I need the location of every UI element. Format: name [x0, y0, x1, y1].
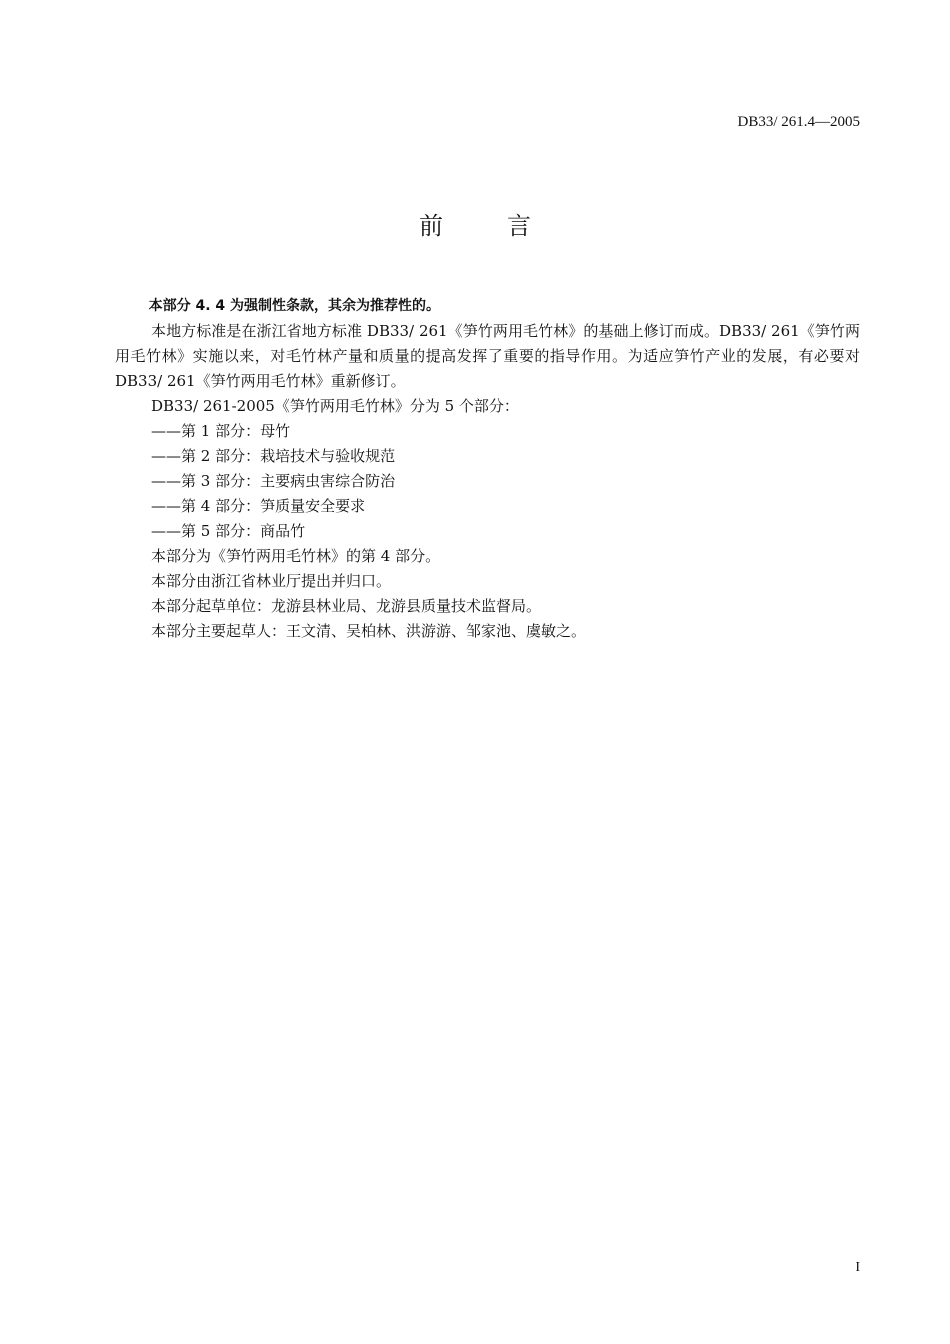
document-code: DB33/ 261.4—2005: [737, 114, 860, 130]
page-title: [0, 206, 950, 241]
title-char-1: 前: [419, 212, 443, 240]
drafting-units: 本部分起草单位：龙游县林业局、龙游县质量技术监督局。: [151, 597, 542, 615]
foreword-body: [115, 294, 860, 644]
mandatory-clause-note: 本部分 4. 4 为强制性条款，其余为推荐性的。: [148, 298, 441, 314]
list-item-part-2: ——第 2 部分：栽培技术与验收规范: [151, 447, 396, 465]
parts-intro: DB33/ 261-2005《笋竹两用毛竹林》分为 5 个部分：: [151, 397, 519, 415]
list-item-part-3: ——第 3 部分：主要病虫害综合防治: [151, 472, 396, 490]
page-number: I: [855, 1260, 860, 1275]
list-item-part-1: ——第 1 部分：母竹: [151, 422, 291, 440]
this-part-statement: 本部分为《笋竹两用毛竹林》的第 4 部分。: [151, 547, 441, 565]
list-item-part-5: ——第 5 部分：商品竹: [151, 522, 306, 540]
revision-paragraph: 本地方标准是在浙江省地方标准 DB33/ 261《笋竹两用毛竹林》的基础上修订而成。DB33/ 261《笋竹两用毛竹林》实施以来，对毛竹林产量和质量的提高发挥了重要的指导作用。为适应笋竹产业的发展，有必要对 DB33/ 261《笋竹两用毛竹林》重新修订。: [115, 322, 860, 390]
list-item-part-4: ——第 4 部分：笋质量安全要求: [151, 497, 366, 515]
title-char-2: 言: [507, 212, 531, 240]
main-drafters: 本部分主要起草人：王文清、吴柏林、洪游游、邹家池、虞敏之。: [151, 622, 587, 640]
proposer-statement: 本部分由浙江省林业厅提出并归口。: [151, 572, 392, 590]
